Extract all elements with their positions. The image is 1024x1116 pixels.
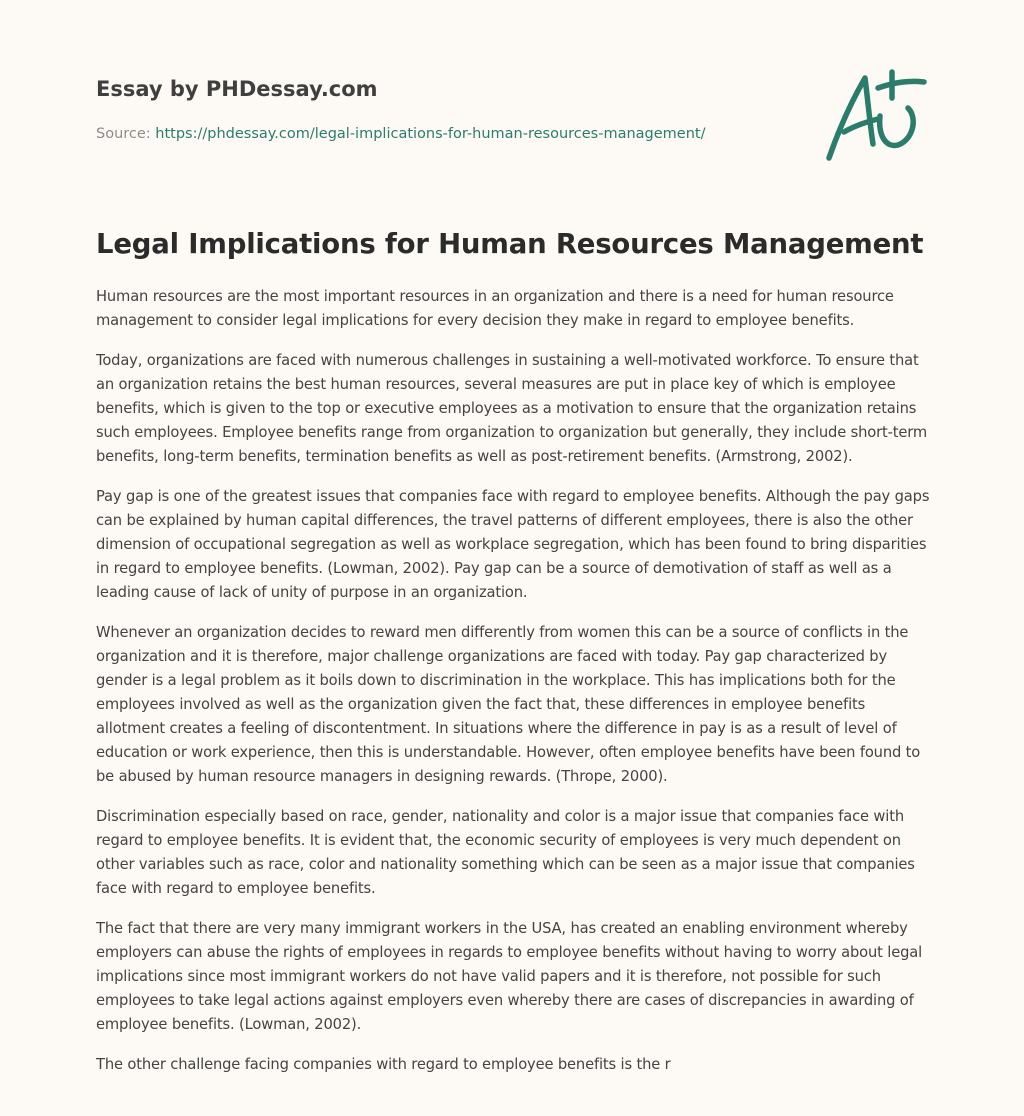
essay-paragraph: Pay gap is one of the greatest issues that companies face with regard to employee benefits. Although the pay gaps can be explained by human capital differences, the travel patterns of different employees, there is also the other dimension of occupational segregation as well as workplace segregation, which has been found to bring disparities in regard to employee benefits. (Lowman, 2002). Pay gap can be a source of demotivation of staff as well as a leading cause of lack of unity of purpose in an organization. (96, 488, 930, 601)
source-line (96, 124, 796, 144)
essay-paragraph: Today, organizations are faced with numerous challenges in sustaining a well-motivated workforce. To ensure that an organization retains the best human resources, several measures are put in place key of which is employee benefits, which is given to the top or executive employees as a motivation to ensure that the organization retains such employees. Employee benefits range from organization to organization but generally, they include short-term benefits, long-term benefits, termination benefits as well as post-retirement benefits. (Armstrong, 2002). (96, 352, 928, 465)
source-link[interactable]: https://phdessay.com/legal-implications-for-human-resources-management/ (155, 126, 706, 142)
essay-header (96, 74, 796, 144)
source-label: Source: (96, 126, 151, 142)
brand-title: Essay by PHDessay.com (96, 77, 378, 101)
essay-title: Legal Implications for Human Resources Management (96, 228, 924, 260)
essay-body (96, 285, 932, 1093)
essay-paragraph: Human resources are the most important resources in an organization and there is a need for human resource management to consider legal implications for every decision they make in regard to employee benefits. (96, 288, 894, 329)
essay-paragraph: The fact that there are very many immigrant workers in the USA, has created an enabling environment whereby employers can abuse the rights of employees in regards to employee benefits without having to worry about legal implications since most immigrant workers do not have valid papers and it is therefore, not possible for such employees to take legal actions against employers even whereby there are cases of discrepancies in awarding of employee benefits. (Lowman, 2002). (96, 920, 923, 1033)
a-plus-grade-icon (820, 66, 928, 166)
essay-paragraph: Whenever an organization decides to reward men differently from women this can be a source of conflicts in the organization and it is therefore, major challenge organizations are faced with today. Pay gap characterized by gender is a legal problem as it boils down to discrimination in the workplace. This has implications both for the employees involved as well as the organization given the fact that, these differences in employee benefits allotment creates a feeling of discontentment. In situations where the difference in pay is as a result of level of education or work experience, then this is understandable. However, often employee benefits have been found to be abused by human resource managers in designing rewards. (Thrope, 2000). (96, 624, 921, 785)
essay-paragraph: Discrimination especially based on race, gender, nationality and color is a major issue that companies face with regard to employee benefits. It is evident that, the economic security of employees is very much dependent on other variables such as race, color and nationality something which can be seen as a major issue that companies face with regard to employee benefits. (96, 808, 915, 897)
essay-paragraph: The other challenge facing companies with regard to employee benefits is the r (96, 1056, 671, 1073)
